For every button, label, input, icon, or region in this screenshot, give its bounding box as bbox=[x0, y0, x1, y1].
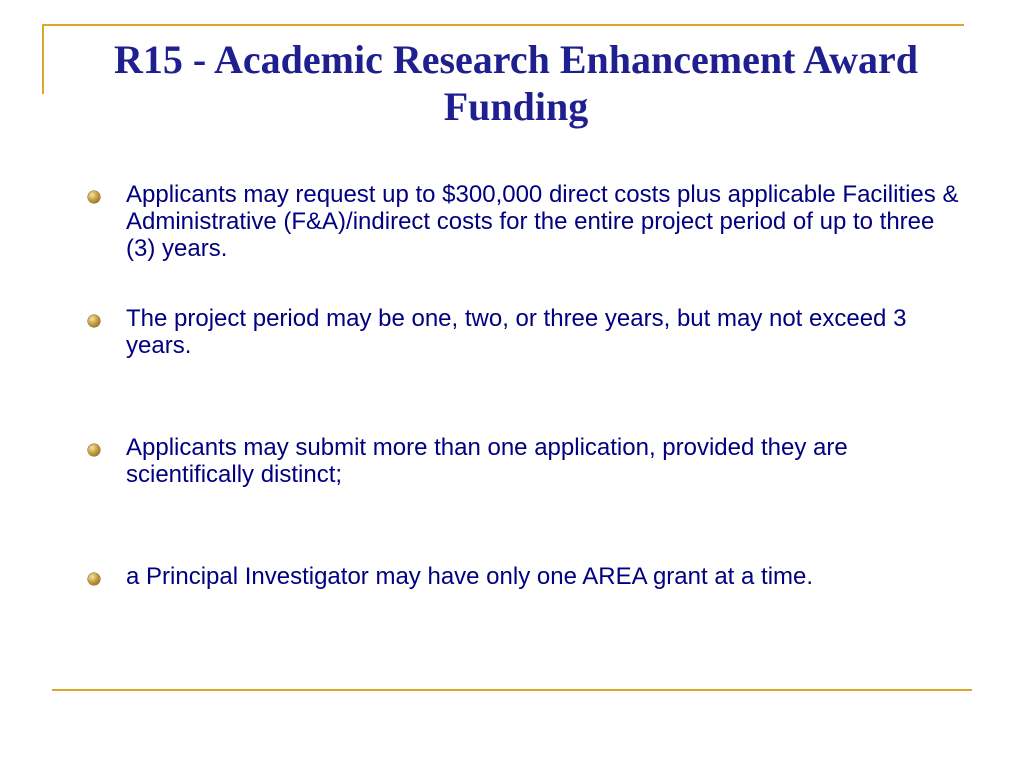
frame-left-rule bbox=[42, 24, 44, 94]
bullet-text-3: Applicants may submit more than one application, provided they are scientifically distinct; bbox=[126, 434, 848, 488]
bullet-item-4 bbox=[88, 563, 968, 590]
bullet-icon bbox=[88, 573, 100, 585]
bullet-text-2: The project period may be one, two, or three years, but may not exceed 3 years. bbox=[126, 305, 907, 359]
bullet-icon bbox=[88, 444, 100, 456]
bullet-text-4: a Principal Investigator may have only one AREA grant at a time. bbox=[126, 563, 814, 590]
bullet-list bbox=[88, 181, 968, 590]
bullet-icon bbox=[88, 315, 100, 327]
bullet-text-1: Applicants may request up to $300,000 direct costs plus applicable Facilities & Administrative (F&A)/indirect costs for the entire project period of up to three (3) years. bbox=[126, 181, 959, 262]
frame-top-rule bbox=[42, 24, 964, 26]
frame-bottom-rule bbox=[52, 689, 972, 691]
slide-title: R15 - Academic Research Enhancement Award Funding bbox=[114, 37, 918, 129]
bullet-item-1 bbox=[88, 181, 968, 262]
bullet-item-2 bbox=[88, 305, 968, 359]
bullet-item-3 bbox=[88, 434, 968, 488]
bullet-icon bbox=[88, 191, 100, 203]
